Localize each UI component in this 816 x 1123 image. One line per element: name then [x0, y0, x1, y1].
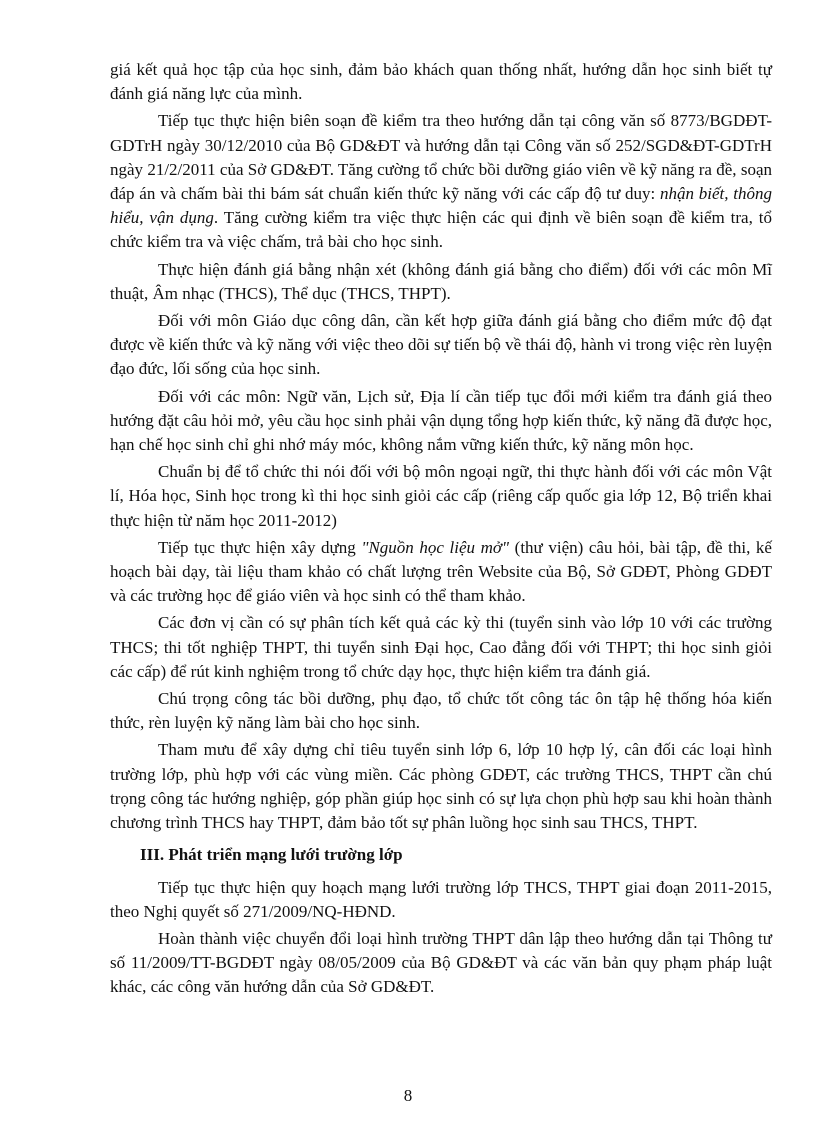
section-heading: III. Phát triển mạng lưới trường lớp — [140, 845, 403, 865]
paragraph-literature-history: Đối với các môn: Ngữ văn, Lịch sử, Địa lí cần tiếp tục đổi mới kiểm tra đánh giá theo hướng đặt câu hỏi mở, yêu cầu học sinh phải vận dụng tổng hợp kiến thức, kỹ năng đã được học, hạn chế học sinh chỉ ghi nhớ máy móc, không nắm vững kiến thức, kỹ năng môn học. — [110, 386, 772, 455]
paragraph-exam-compilation — [110, 109, 772, 254]
italic-text: nhận biết, thông hiểu, vận dụng — [110, 184, 772, 228]
paragraph-continuation: giá kết quả học tập của học sinh, đảm bảo khách quan thống nhất, hướng dẫn học sinh biết tự đánh giá năng lực của mình. — [110, 60, 772, 104]
italic-text: "Nguồn học liệu mở" — [361, 537, 510, 557]
document-body — [110, 58, 772, 1003]
paragraph-text: Tiếp tục thực hiện xây dựng — [158, 537, 362, 557]
paragraph-open-resources — [110, 536, 772, 609]
paragraph-enrollment: Tham mưu để xây dựng chỉ tiêu tuyển sinh lớp 6, lớp 10 hợp lý, cân đối các loại hình trường lớp, phù hợp với các vùng miền. Các phòng GDĐT, các trường THCS, THPT cần chú trọng công tác hướng nghiệp, góp phần giúp học sinh có sự lựa chọn phù hợp sau khi hoàn thành chương trình THCS hay THPT, đảm bảo tốt sự phân luồng học sinh sau THCS, THPT. — [110, 740, 772, 833]
paragraph-school-conversion: Hoàn thành việc chuyển đổi loại hình trường THPT dân lập theo hướng dẫn tại Thông tư số 11/2009/TT-BGDĐT ngày 08/05/2009 của Bộ GD&ĐT và các văn bản quy phạm pháp luật khác, các công văn hướng dẫn của Sở GD&ĐT. — [110, 928, 772, 997]
paragraph-assessment-comment: Thực hiện đánh giá bằng nhận xét (không đánh giá bằng cho điểm) đối với các môn Mĩ thuật, Âm nhạc (THCS), Thể dục (THCS, THPT). — [110, 259, 772, 303]
page-number: 8 — [403, 1086, 413, 1105]
paragraph-exam-analysis: Các đơn vị cần có sự phân tích kết quả các kỳ thi (tuyển sinh vào lớp 10 với các trường THCS; thi tốt nghiệp THPT, thi tuyển sinh Đại học, Cao đẳng đối với THPT; thi học sinh giỏi các cấp) để rút kinh nghiệm trong tổ chức dạy học, thực hiện kiểm tra đánh giá. — [110, 613, 772, 681]
paragraph-oral-exam: Chuẩn bị để tổ chức thi nói đối với bộ môn ngoại ngữ, thi thực hành đối với các môn Vật lí, Hóa học, Sinh học trong kì thi học sinh giỏi các cấp (riêng cấp quốc gia lớp 12, Bộ triển khai thực hiện từ năm học 2011-2012) — [110, 462, 772, 530]
paragraph-text: Tiếp tục thực hiện biên soạn đề kiểm tra theo hướng dẫn tại công văn số 8773/BGDĐT-GDTrH ngày 30/12/2010 của Bộ GD&ĐT và hướng dẫn tại Công văn số 252/SGD&ĐT-GDTrH ngày 21/2/2011 của Sở GD&ĐT. Tăng cường tổ chức bồi dưỡng giáo viên về kỹ năng ra đề, soạn đáp án và chấm bài thi bám sát chuẩn kiến thức kỹ năng với các cấp độ tư duy: — [110, 111, 772, 204]
paragraph-school-network: Tiếp tục thực hiện quy hoạch mạng lưới trường lớp THCS, THPT giai đoạn 2011-2015, theo Nghị quyết số 271/2009/NQ-HĐND. — [110, 877, 772, 921]
paragraph-civic-education: Đối với môn Giáo dục công dân, cần kết hợp giữa đánh giá bằng cho điểm mức độ đạt được về kiến thức và kỹ năng với việc theo dõi sự tiến bộ về thái độ, hành vi trong việc rèn luyện đạo đức, lối sống của học sinh. — [110, 311, 772, 379]
paragraph-text: (thư viện) câu hỏi, bài tập, đề thi, kế hoạch bài dạy, tài liệu tham khảo có chất lượng trên Website của Bộ, Sở GDĐT, Phòng GDĐT và các trường học để giáo viên và học sinh có thể tham khảo. — [110, 537, 772, 606]
paragraph-text: . Tăng cường kiểm tra việc thực hiện các qui định về biên soạn đề kiểm tra, tổ chức kiểm tra và việc chấm, trả bài cho học sinh. — [110, 208, 772, 252]
paragraph-tutoring: Chú trọng công tác bồi dưỡng, phụ đạo, tổ chức tốt công tác ôn tập hệ thống hóa kiến thức, rèn luyện kỹ năng làm bài cho học sinh. — [110, 689, 772, 733]
